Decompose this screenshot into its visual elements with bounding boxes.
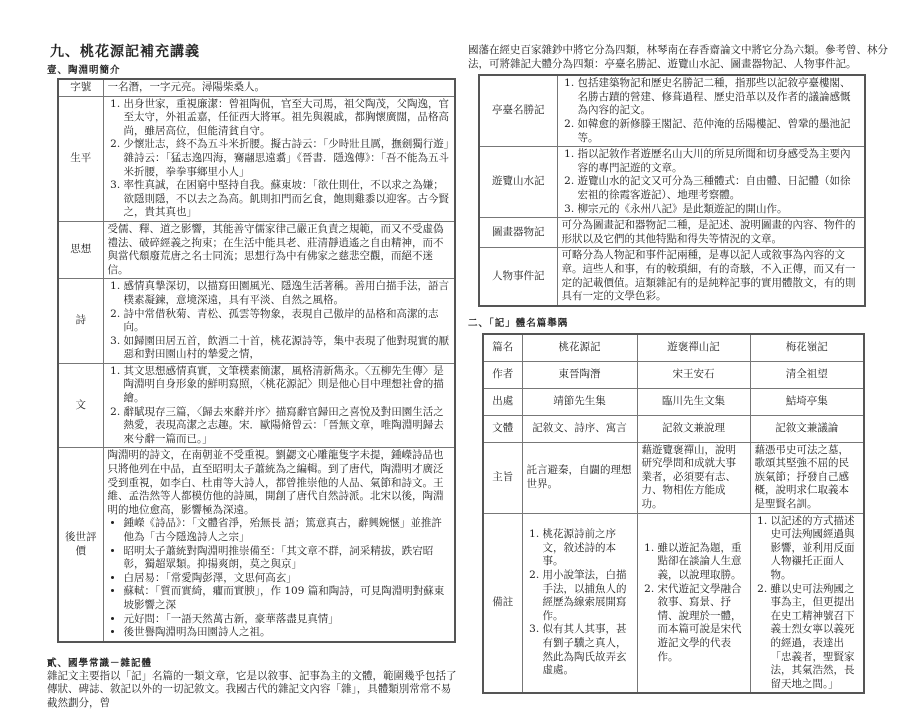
row-label: 文: [58, 363, 103, 448]
list-item: • 白居易：「常愛陶彭澤，文思何高玄」: [124, 572, 451, 586]
list-item: 2. 用小說筆法，白描手法，以捕魚人的經歷為線索展開寫作。: [543, 569, 633, 623]
zaji-paragraph-continued: 國藩在經史百家雜鈔中將它分為四類，林琴南在春香齋論文中將它分為六類。參考曾、林分法，可將雜記大體分為四類：亭臺名勝記、遊覽山水記、圖畫器物記、人物事件記。: [468, 44, 888, 70]
numbered-list: [108, 98, 451, 220]
page-title: 九、桃花源記補充講義: [50, 44, 200, 60]
table-cell: 藉遊覽褒禪山，說明研究學問和成就大事業者，必須要有志、力、物相佐方能成功。: [637, 442, 750, 513]
list-item: • 昭明太子蕭統對陶淵明推崇備至：「其文章不群，詞采精拔，跌宕昭彰，獨超眾類。抑揚爽朗，莫之與京」: [124, 545, 451, 572]
table-row: [479, 147, 865, 218]
intro-text: 陶淵明的詩文，在南朝並不受重視。劉勰文心雕龍隻字未提，鍾嶸詩品也只將他列在中品，直至昭明太子蕭統為之編輯。到了唐代，陶淵明才廣泛受到重視，如李白、杜甫等大詩人，都曾推崇他的人品、氣節和詩文。王維、孟浩然等人都模仿他的詩風，開創了唐代自然詩派。北宋以後，陶淵明的地位愈高，影響極為深遠。: [107, 449, 444, 516]
right-column: [468, 44, 888, 694]
table-cell: 遊褒禪山記: [637, 334, 750, 362]
list-item: 2. 雖以史可法殉國之事為主，但更提出在史工精神號召下義士烈女寧以義死的經過，表達出「忠義者，聖賢家法，其氣浩然，長留天地之間。」: [771, 583, 860, 692]
table-row: [483, 442, 864, 513]
numbered-list: [562, 148, 861, 216]
list-item: 1. 桃花源詩前之序文，敘述詩的本事。: [543, 528, 633, 569]
table-cell: 宋王安石: [637, 361, 750, 388]
table-cell: 記敘文兼說理: [637, 415, 750, 442]
row-content: [103, 363, 455, 448]
zaji-paragraph: 雜記文主要指以「記」名篇的一類文章，它是以敘事、記事為主的文體，範圍幾乎包括了傳狀、碑誌、敘記以外的一切記敘文。我國古代的雜記文內容「雜」，具體類別常常不易截然劃分，曾: [47, 669, 457, 709]
list-item: 2. 少懷壯志，終不為五斗米折腰。擬古詩云：「少時壯且厲，撫劍獨行遊」雜詩云：「猛志逸四海，騫翮思遠翥」《晉書．隱逸傳》：「吾不能為五斗米折腰，拳拳事鄉里小人」: [124, 138, 451, 179]
table-row: [479, 218, 865, 248]
table-cell: 記敘文、詩序、寓言: [522, 415, 637, 442]
row-content: [557, 75, 865, 146]
table-cell: 梅花嶺記: [750, 334, 864, 362]
numbered-list: [642, 542, 746, 664]
row-label: 後世評價: [58, 448, 103, 642]
table-row: [58, 279, 455, 364]
row-label: 遊覽山水記: [479, 147, 557, 218]
table-row: [483, 513, 864, 693]
table-row: [58, 79, 455, 96]
list-item: 2. 宋代遊記文學融合敘事、寫景、抒情、說理於一體，而本篇可說是宋代遊記文學的代表作。: [658, 583, 746, 665]
list-item: 2. 辭賦現存三篇，〈歸去來辭并序〉描寫辭官歸田之喜悅及對田園生活之熱愛，表現高潔之志趣。宋．歐陽脩曾云：「晉無文章，唯陶淵明歸去來兮辭一篇而已。」: [124, 406, 451, 447]
row-content: [103, 448, 455, 642]
table-cell: 記敘文兼議論: [750, 415, 864, 442]
table-cell: 臨川先生文集: [637, 388, 750, 415]
row-content: [557, 147, 865, 218]
row-content: [557, 248, 865, 306]
table-row: [479, 248, 865, 306]
list-item: 1. 指以記敘作者遊歷名山大川的所見所聞和切身感受為主要內容的專門記遊的文章。: [578, 148, 861, 175]
tao-yuanming-table: [57, 78, 456, 643]
left-column: [47, 44, 457, 711]
content-text: 可分為圖畫記和器物記二種，是記述、說明圖畫的內容、物件的形狀以及它們的其他特點和得失等情況的文章。: [561, 219, 856, 245]
list-item: 1. 包括建築物記和歷史名勝記二種，指那些以記敘亭臺樓閣、名勝古蹟的營建、修葺過程、歷史沿革以及作者的議論感慨為內容的記文。: [578, 77, 861, 118]
table-row: [483, 334, 864, 362]
table-cell: [637, 513, 750, 693]
section-heading-zaji: 貳、國學常識－雜記體: [47, 657, 153, 669]
table-cell: 託言避秦，自闢的理想世界。: [522, 442, 637, 513]
table-cell: 靖節先生集: [522, 388, 637, 415]
list-item: • 蘇軾：「質而實綺，癯而實腴」，作 109 篇和陶詩，可見陶淵明對蘇東坡影響之深: [124, 585, 451, 612]
row-label: 思想: [58, 221, 103, 278]
row-content: [557, 218, 865, 248]
row-label: 出處: [483, 388, 522, 415]
content-text: 受儒、釋、道之影響，其能善守儒家律己嚴正負責之規範，而又不受虛偽禮法、破碎經義之拘束；在生活中能具老、莊清靜逍遙之自由精神，而不與當代頹廢荒唐之名士同流；思想行為中有佛家之慈悲空觀，而絕不迷信。: [107, 222, 444, 276]
row-label: 字號: [58, 79, 103, 96]
row-label: 亭臺名勝記: [479, 75, 557, 146]
zaji-types-table: [478, 74, 866, 307]
row-label: 篇名: [483, 334, 522, 362]
famous-works-table: [482, 333, 865, 695]
numbered-list: [755, 515, 860, 692]
table-row: [483, 415, 864, 442]
content-text: 一名潛，一字元亮。潯陽柴桑人。: [107, 81, 265, 93]
row-label: 文體: [483, 415, 522, 442]
list-item: 2. 如韓愈的新修滕王閣記、范仲淹的岳陽樓記、曾鞏的墨池記等。: [578, 118, 861, 145]
row-label: 主旨: [483, 442, 522, 513]
list-item: 3. 似有其人其事，甚有劉子驥之真人，然此為陶氏故弄玄虛處。: [543, 623, 633, 677]
table-cell: 桃花源記: [522, 334, 637, 362]
row-label: 備註: [483, 513, 522, 693]
list-item: 2. 遊覽山水的記文又可分為三種體式：自由體、日記體（如徐宏祖的徐霞客遊記）、地理考察體。: [578, 175, 861, 202]
list-item: • 鍾嶸《詩品》：「文體省淨，殆無長 語；篤意真古，辭興婉愜」並推許他為「古今隱逸詩人之宗」: [124, 517, 451, 544]
row-content: [103, 79, 455, 96]
bullet-list: [108, 517, 451, 639]
list-item: • 後世譽陶淵明為田園詩人之祖。: [124, 626, 451, 640]
list-item: 3. 率性真誠，在困窮中堅持自我。蘇東坡：「欲仕則仕，不以求之為嫌；欲隱則隱，不以去之為高。飢則扣門而乞食，飽則雞黍以迎客。古今賢之，貴其真也」: [124, 179, 451, 220]
list-item: • 元好問：「一語天然萬古新，豪華落盡見真情」: [124, 613, 451, 627]
content-text: 可略分為人物記和事件記兩種，是專以記人或敘事為內容的文章。這些人和事，有的較瑣細，有的奇駭，不入正傳，而又有一定的記載價值。這類雜記有的是純粹記事的實用體散文，有的則具有一定的文學色彩。: [561, 249, 856, 303]
table-cell: 東晉陶潛: [522, 361, 637, 388]
list-item: 1. 其文思想感情真實，文筆樸素簡潔，風格清新雋永。〈五柳先生傳〉是陶淵明自身形象的鮮明寫照，〈桃花源記〉則是他心目中理想社會的描繪。: [124, 365, 451, 406]
table-row: [58, 448, 455, 642]
row-content: [103, 279, 455, 364]
list-item: 2. 詩中常借秋菊、青松、孤雲等物象，表現自己傲岸的品格和高潔的志向。: [124, 308, 451, 335]
table-row: [58, 96, 455, 221]
list-item: 1. 出身世家，重視廉潔：曾祖陶侃，官至大司馬，祖父陶茂，父陶逸，官至太守，外祖孟嘉，任征西大將軍。祖先與親戚，都胸懷廣闊，品格高尚，雖居高位，但能清貧自守。: [124, 98, 451, 139]
section-heading-works: 二、「記」體名篇舉隅: [468, 317, 569, 329]
table-cell: [522, 513, 637, 693]
row-content: [103, 221, 455, 278]
numbered-list: [108, 365, 451, 447]
row-label: 詩: [58, 279, 103, 364]
list-item: 1. 以記述的方式描述史可法殉國經過與影響，並利用反面人物襯托正面人物。: [771, 515, 860, 583]
numbered-list: [527, 528, 633, 678]
table-cell: 藉憑弔史可法之墓，歌頌其堅強不屈的民族氣節；抒發自己感概，說明求仁取義本是聖賢名訓。: [750, 442, 864, 513]
table-cell: 清全祖望: [750, 361, 864, 388]
row-label: 作者: [483, 361, 522, 388]
table-row: [479, 75, 865, 146]
table-row: [58, 363, 455, 448]
table-row: [483, 388, 864, 415]
list-item: 3. 柳宗元的《永州八記》是此類遊記的開山作。: [578, 203, 861, 217]
section-heading-intro: 壹、陶淵明簡介: [47, 65, 121, 76]
numbered-list: [108, 280, 451, 362]
row-label: 生平: [58, 96, 103, 221]
table-row: [483, 361, 864, 388]
table-cell: [750, 513, 864, 693]
table-row: [58, 221, 455, 278]
row-label: 人物事件記: [479, 248, 557, 306]
list-item: 1. 雖以遊記為題，重點卻在談論人生意義，以說理取勝。: [658, 542, 746, 583]
row-content: [103, 96, 455, 221]
list-item: 3. 如歸園田居五首，飲酒二十首，桃花源詩等，集中表現了他對現實的厭惡和對田園山村的摯愛之情，: [124, 335, 451, 362]
numbered-list: [562, 77, 861, 145]
table-cell: 鮚埼亭集: [750, 388, 864, 415]
list-item: 1. 感情真摯深切，以描寫田園風光、隱逸生活著稱。善用白描手法，語言樸素凝鍊，意境深遠，具有平淡、自然之風格。: [124, 280, 451, 307]
row-label: 圖畫器物記: [479, 218, 557, 248]
